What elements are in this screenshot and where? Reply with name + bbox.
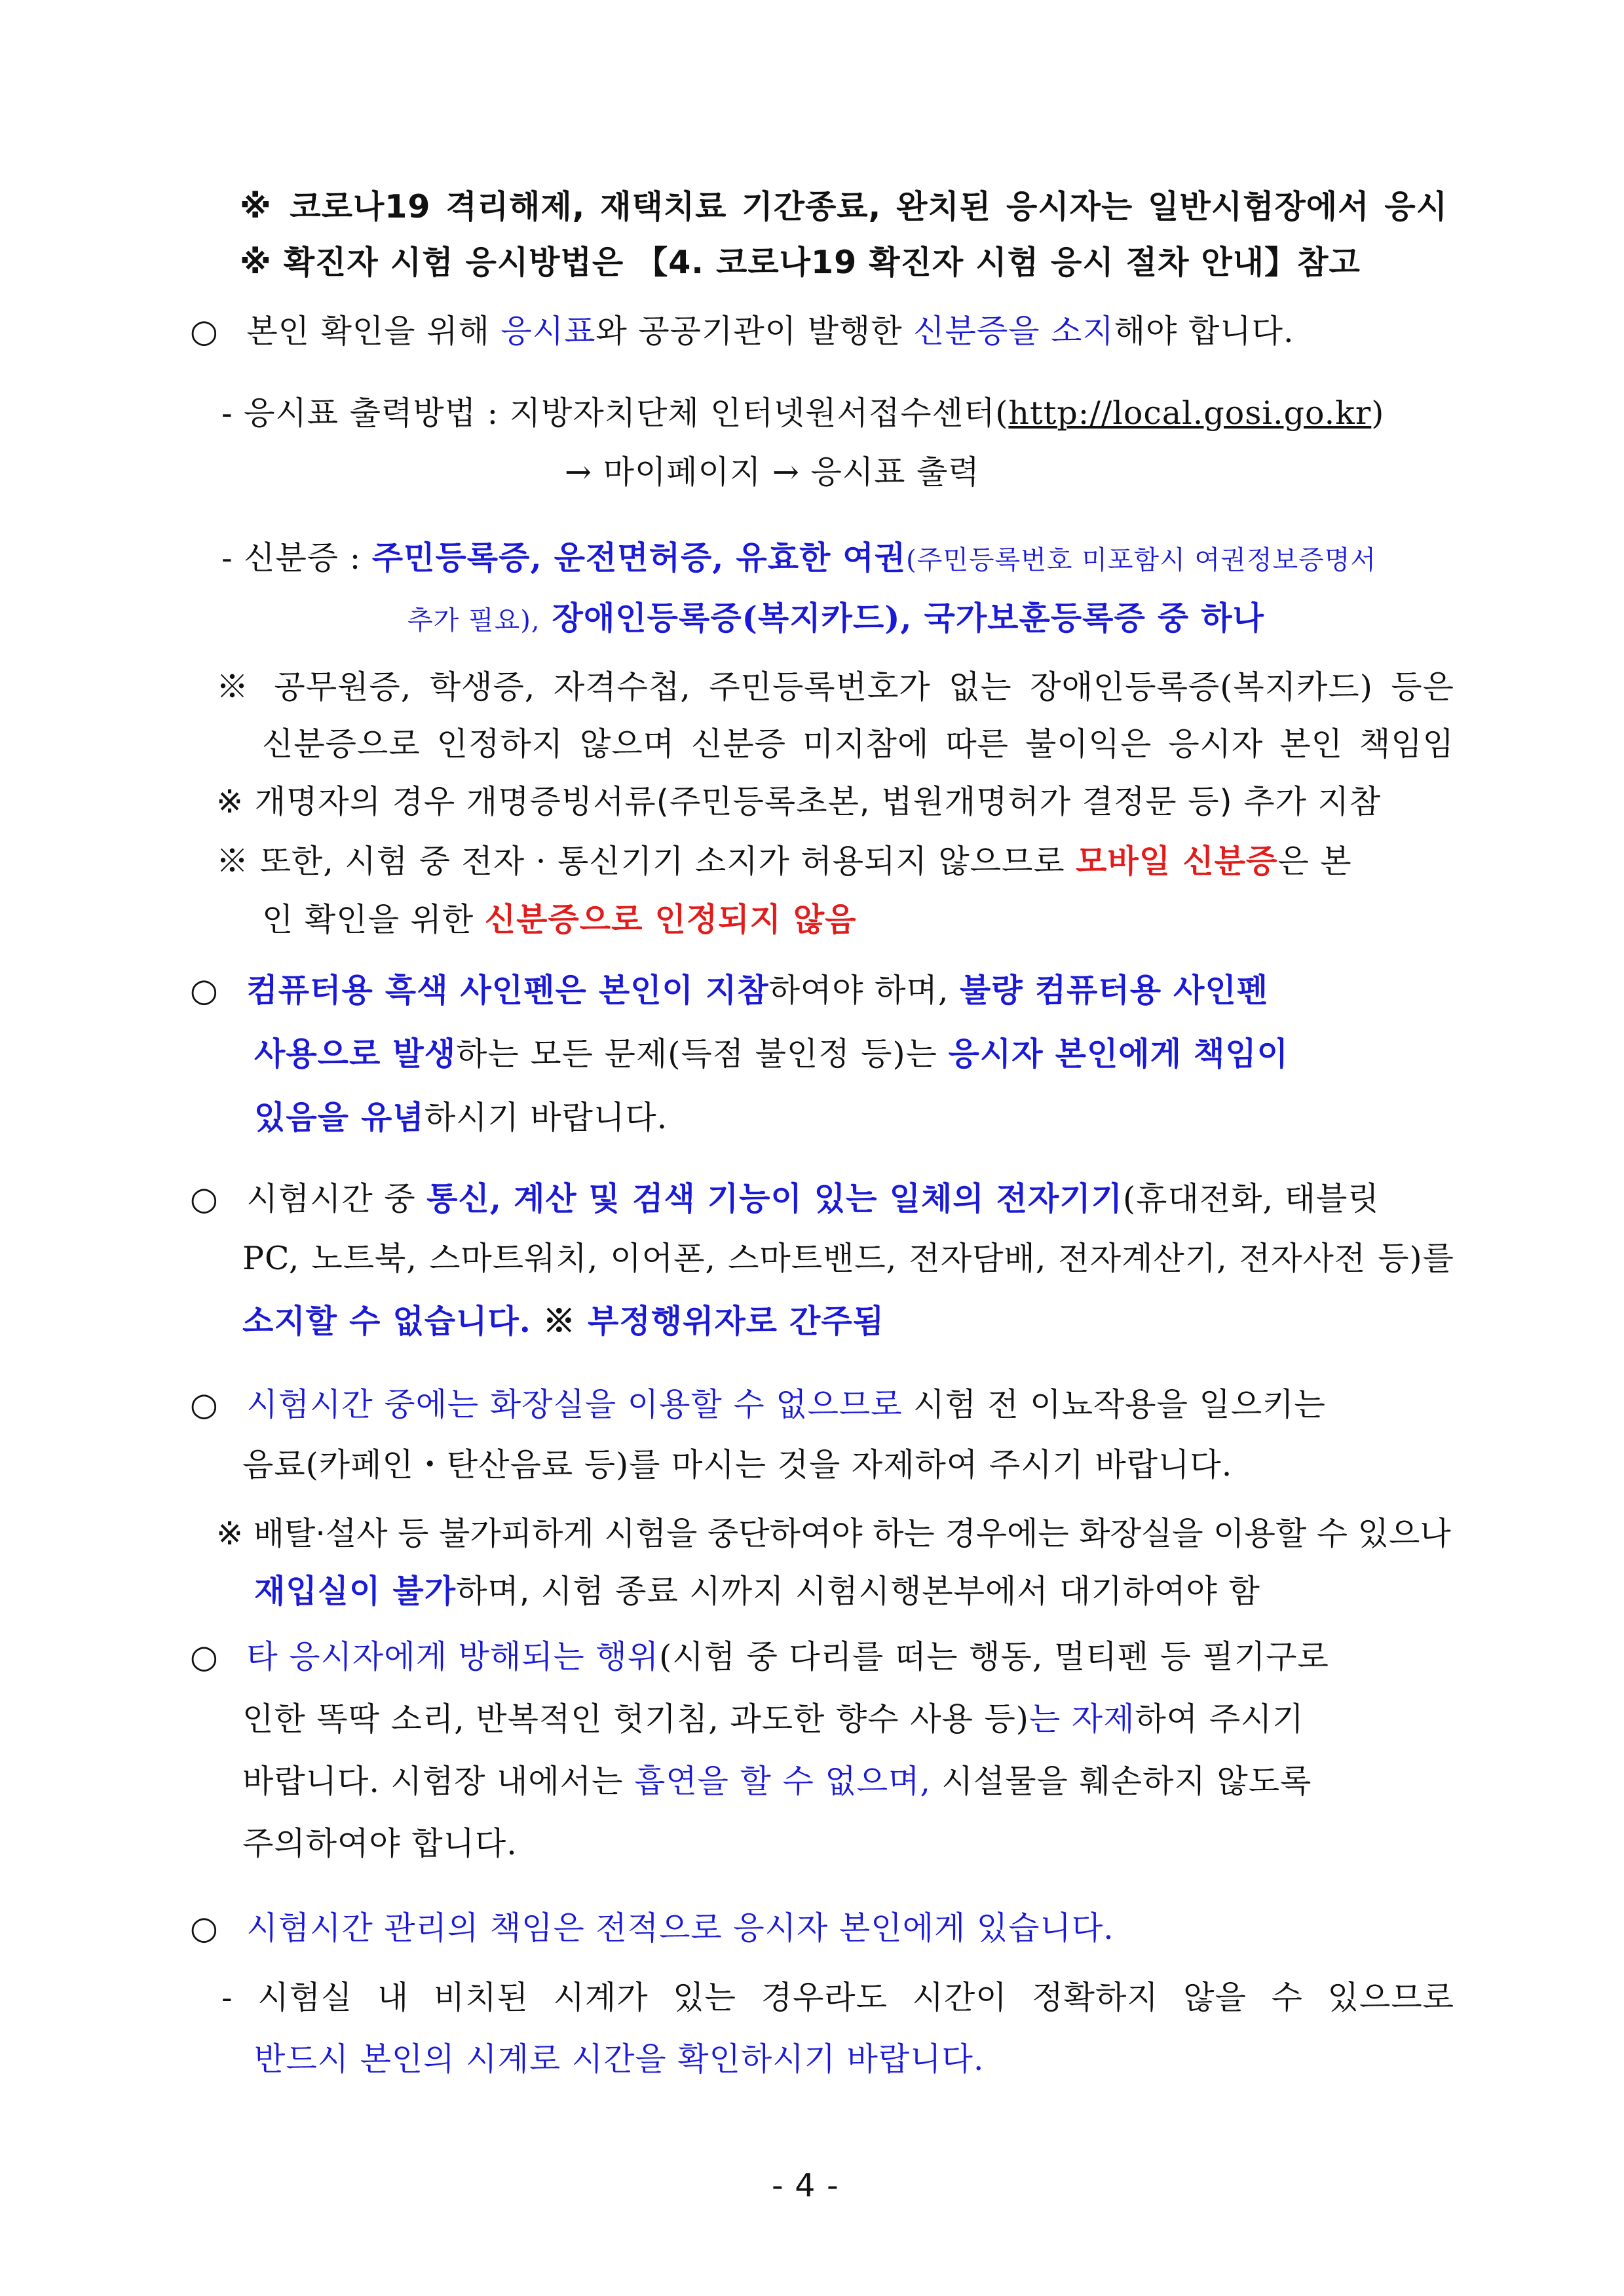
no-smoking-highlight: 흡연을 할 수 없으며, — [633, 1763, 931, 1800]
mobile-id-text-1: ※ 또한, 시험 중 전자 · 통신기기 소지가 허용되지 않으므로 — [216, 843, 1076, 880]
invalid-id-note-2: 신분증으로 인정하지 않으며 신분증 미지참에 따른 불이익은 응시자 본인 책임임 — [262, 725, 1454, 763]
time-responsibility-highlight: 시험시간 관리의 책임은 전적으로 응시자 본인에게 있습니다. — [246, 1909, 1114, 1947]
electronic-device-highlight: 통신, 계산 및 검색 기능이 있는 일체의 전자기기 — [426, 1179, 1123, 1217]
id-text-5: 해야 합니다. — [1114, 313, 1294, 350]
pen-text-2: 하여야 하며, — [768, 972, 960, 1009]
id-text-3: 와 공공기관이 발행한 — [595, 313, 914, 350]
page-number: - 4 - — [772, 2167, 839, 2204]
no-toilet-highlight: 시험시간 중에는 화장실을 이용할 수 없으므로 — [246, 1386, 903, 1423]
print-method-close: ) — [1371, 394, 1385, 432]
device-text-1: 시험시간 중 — [246, 1180, 427, 1217]
device-line-2: PC, 노트북, 스마트워치, 이어폰, 스마트밴드, 전자담배, 전자계산기, 전자사전 등)를 — [242, 1240, 1454, 1277]
admission-ticket-highlight: 응시표 — [500, 313, 596, 350]
note-recovered-applicants: ※ 코로나19 격리해제, 재택치료 기간종료, 완치된 응시자는 일반시험장에서 응시 — [240, 188, 1448, 225]
device-prohibited-highlight: 소지할 수 없습니다. — [242, 1302, 531, 1340]
pen-note-highlight: 있음을 유념 — [254, 1098, 425, 1136]
behavior-examples-2: 인한 똑딱 소리, 반복적인 헛기침, 과도한 향수 사용 등) — [242, 1700, 1029, 1738]
refrain-highlight: 는 자제 — [1029, 1700, 1135, 1738]
invalid-id-note-1: ※ 공무원증, 학생증, 자격수첩, 주민등록번호가 없는 장애인등록증(복지카드) 등은 — [216, 668, 1454, 706]
behavior-line-3 — [242, 1761, 1454, 1802]
bullet-circle: ○ — [190, 972, 219, 1009]
toilet-line-2: 음료(카페인・탄산음료 등)를 마시는 것을 자제하여 주시기 바랍니다. — [242, 1446, 1233, 1483]
bullet-circle: ○ — [190, 1180, 219, 1217]
bullet-circle: ○ — [190, 1638, 219, 1675]
pen-text-b2: 하는 모든 문제(득점 불인정 등)는 — [456, 1035, 949, 1073]
behavior-line-4: 주의하여야 합니다. — [242, 1825, 518, 1862]
bullet-circle: ○ — [190, 1909, 219, 1947]
pen-line-2 — [254, 1033, 1454, 1075]
pen-responsibility-highlight: 응시자 본인에게 책임이 — [948, 1035, 1289, 1073]
note-confirmed-case-method: ※ 확진자 시험 응시방법은 【4. 코로나19 확진자 시험 응시 절차 안내】참고 — [240, 244, 1361, 281]
print-method-label: - 응시표 출력방법 : 지방자치단체 인터넷원서접수센터( — [221, 394, 1009, 432]
pen-line-1 — [190, 970, 1454, 1011]
behavior-text-c3: 시설물을 훼손하지 않도록 — [930, 1763, 1312, 1800]
id-label: - 신분증 : — [221, 539, 372, 577]
no-reentry-highlight: 재입실이 불가 — [254, 1573, 457, 1610]
toilet-reentry-note — [254, 1571, 1260, 1612]
ticket-print-path: → 마이페이지 → 응시표 출력 — [565, 453, 980, 491]
time-line-2: - 시험실 내 비치된 시계가 있는 경우라도 시간이 정확하지 않을 수 있으므로 — [221, 1979, 1454, 2016]
toilet-wait-text: 하며, 시험 종료 시까지 시험시행본부에서 대기하여야 함 — [456, 1573, 1260, 1610]
mobile-id-note-2 — [262, 900, 857, 940]
passport-note: (주민등록번호 미포함시 여권정보증명서 — [906, 545, 1377, 575]
toilet-line-1 — [190, 1385, 1454, 1425]
mobile-id-text-3: 은 본 — [1277, 843, 1352, 880]
behavior-text-c1: 바랍니다. 시험장 내에서는 — [242, 1763, 634, 1800]
carry-id-highlight: 신분증을 소지 — [913, 313, 1114, 350]
name-change-note: ※ 개명자의 경우 개명증빙서류(주민등록초본, 법원개명허가 결정문 등) 추가 지참 — [216, 783, 1382, 820]
time-line-3: 반드시 본인의 시계로 시간을 확인하시기 바랍니다. — [254, 2040, 985, 2078]
valid-id-list: 주민등록증, 운전면허증, 유효한 여권 — [371, 539, 907, 577]
device-line-1 — [190, 1178, 1454, 1219]
device-examples-1: (휴대전화, 태블릿 — [1123, 1180, 1380, 1217]
behavior-examples-1: (시험 중 다리를 떠는 행동, 멀티펜 등 필기구로 — [659, 1638, 1329, 1675]
device-line-3 — [242, 1301, 884, 1342]
behavior-line-1 — [190, 1637, 1454, 1677]
toilet-text-2: 시험 전 이뇨작용을 일으키는 — [902, 1386, 1326, 1423]
behavior-text-b3: 하여 주시기 — [1135, 1700, 1304, 1738]
disturbing-behavior-highlight: 타 응시자에게 방해되는 행위 — [246, 1638, 660, 1675]
bullet-circle: ○ — [190, 313, 219, 350]
bullet-circle: ○ — [190, 1386, 219, 1423]
faulty-pen-highlight: 불량 컴퓨터용 사인펜 — [960, 971, 1269, 1009]
valid-id-line-1 — [221, 537, 1454, 581]
not-recognized-highlight: 신분증으로 인정되지 않음 — [484, 901, 857, 938]
behavior-line-2 — [242, 1699, 1454, 1740]
device-note-mark: ※ — [531, 1302, 588, 1340]
passport-note-cont: 추가 필요), — [407, 605, 540, 636]
pen-text-c2: 하시기 바랍니다. — [424, 1099, 668, 1136]
mobile-id-text-4: 인 확인을 위한 — [262, 901, 485, 938]
gosi-website-link[interactable]: http://local.gosi.go.kr — [1008, 394, 1372, 432]
cheating-highlight: 부정행위자로 간주됨 — [587, 1303, 885, 1340]
valid-id-line-2 — [407, 598, 1264, 641]
pen-use-highlight: 사용으로 발생 — [254, 1035, 457, 1073]
bring-pen-highlight: 컴퓨터용 흑색 사인펜은 본인이 지참 — [246, 971, 769, 1009]
pen-line-3 — [254, 1097, 668, 1138]
mobile-id-highlight: 모바일 신분증 — [1076, 842, 1278, 880]
ticket-print-method — [221, 393, 1454, 434]
toilet-exception-note: ※ 배탈·설사 등 불가피하게 시험을 중단하여야 하는 경우에는 화장실을 이용할 수 있으나 — [216, 1515, 1451, 1552]
id-text-1: 본인 확인을 위해 — [246, 313, 501, 350]
valid-id-list-cont: 장애인등록증(복지카드), 국가보훈등록증 중 하나 — [540, 599, 1264, 637]
time-line-1 — [190, 1908, 1114, 1949]
mobile-id-note-1 — [216, 841, 1454, 882]
id-requirement-line — [190, 311, 1454, 352]
